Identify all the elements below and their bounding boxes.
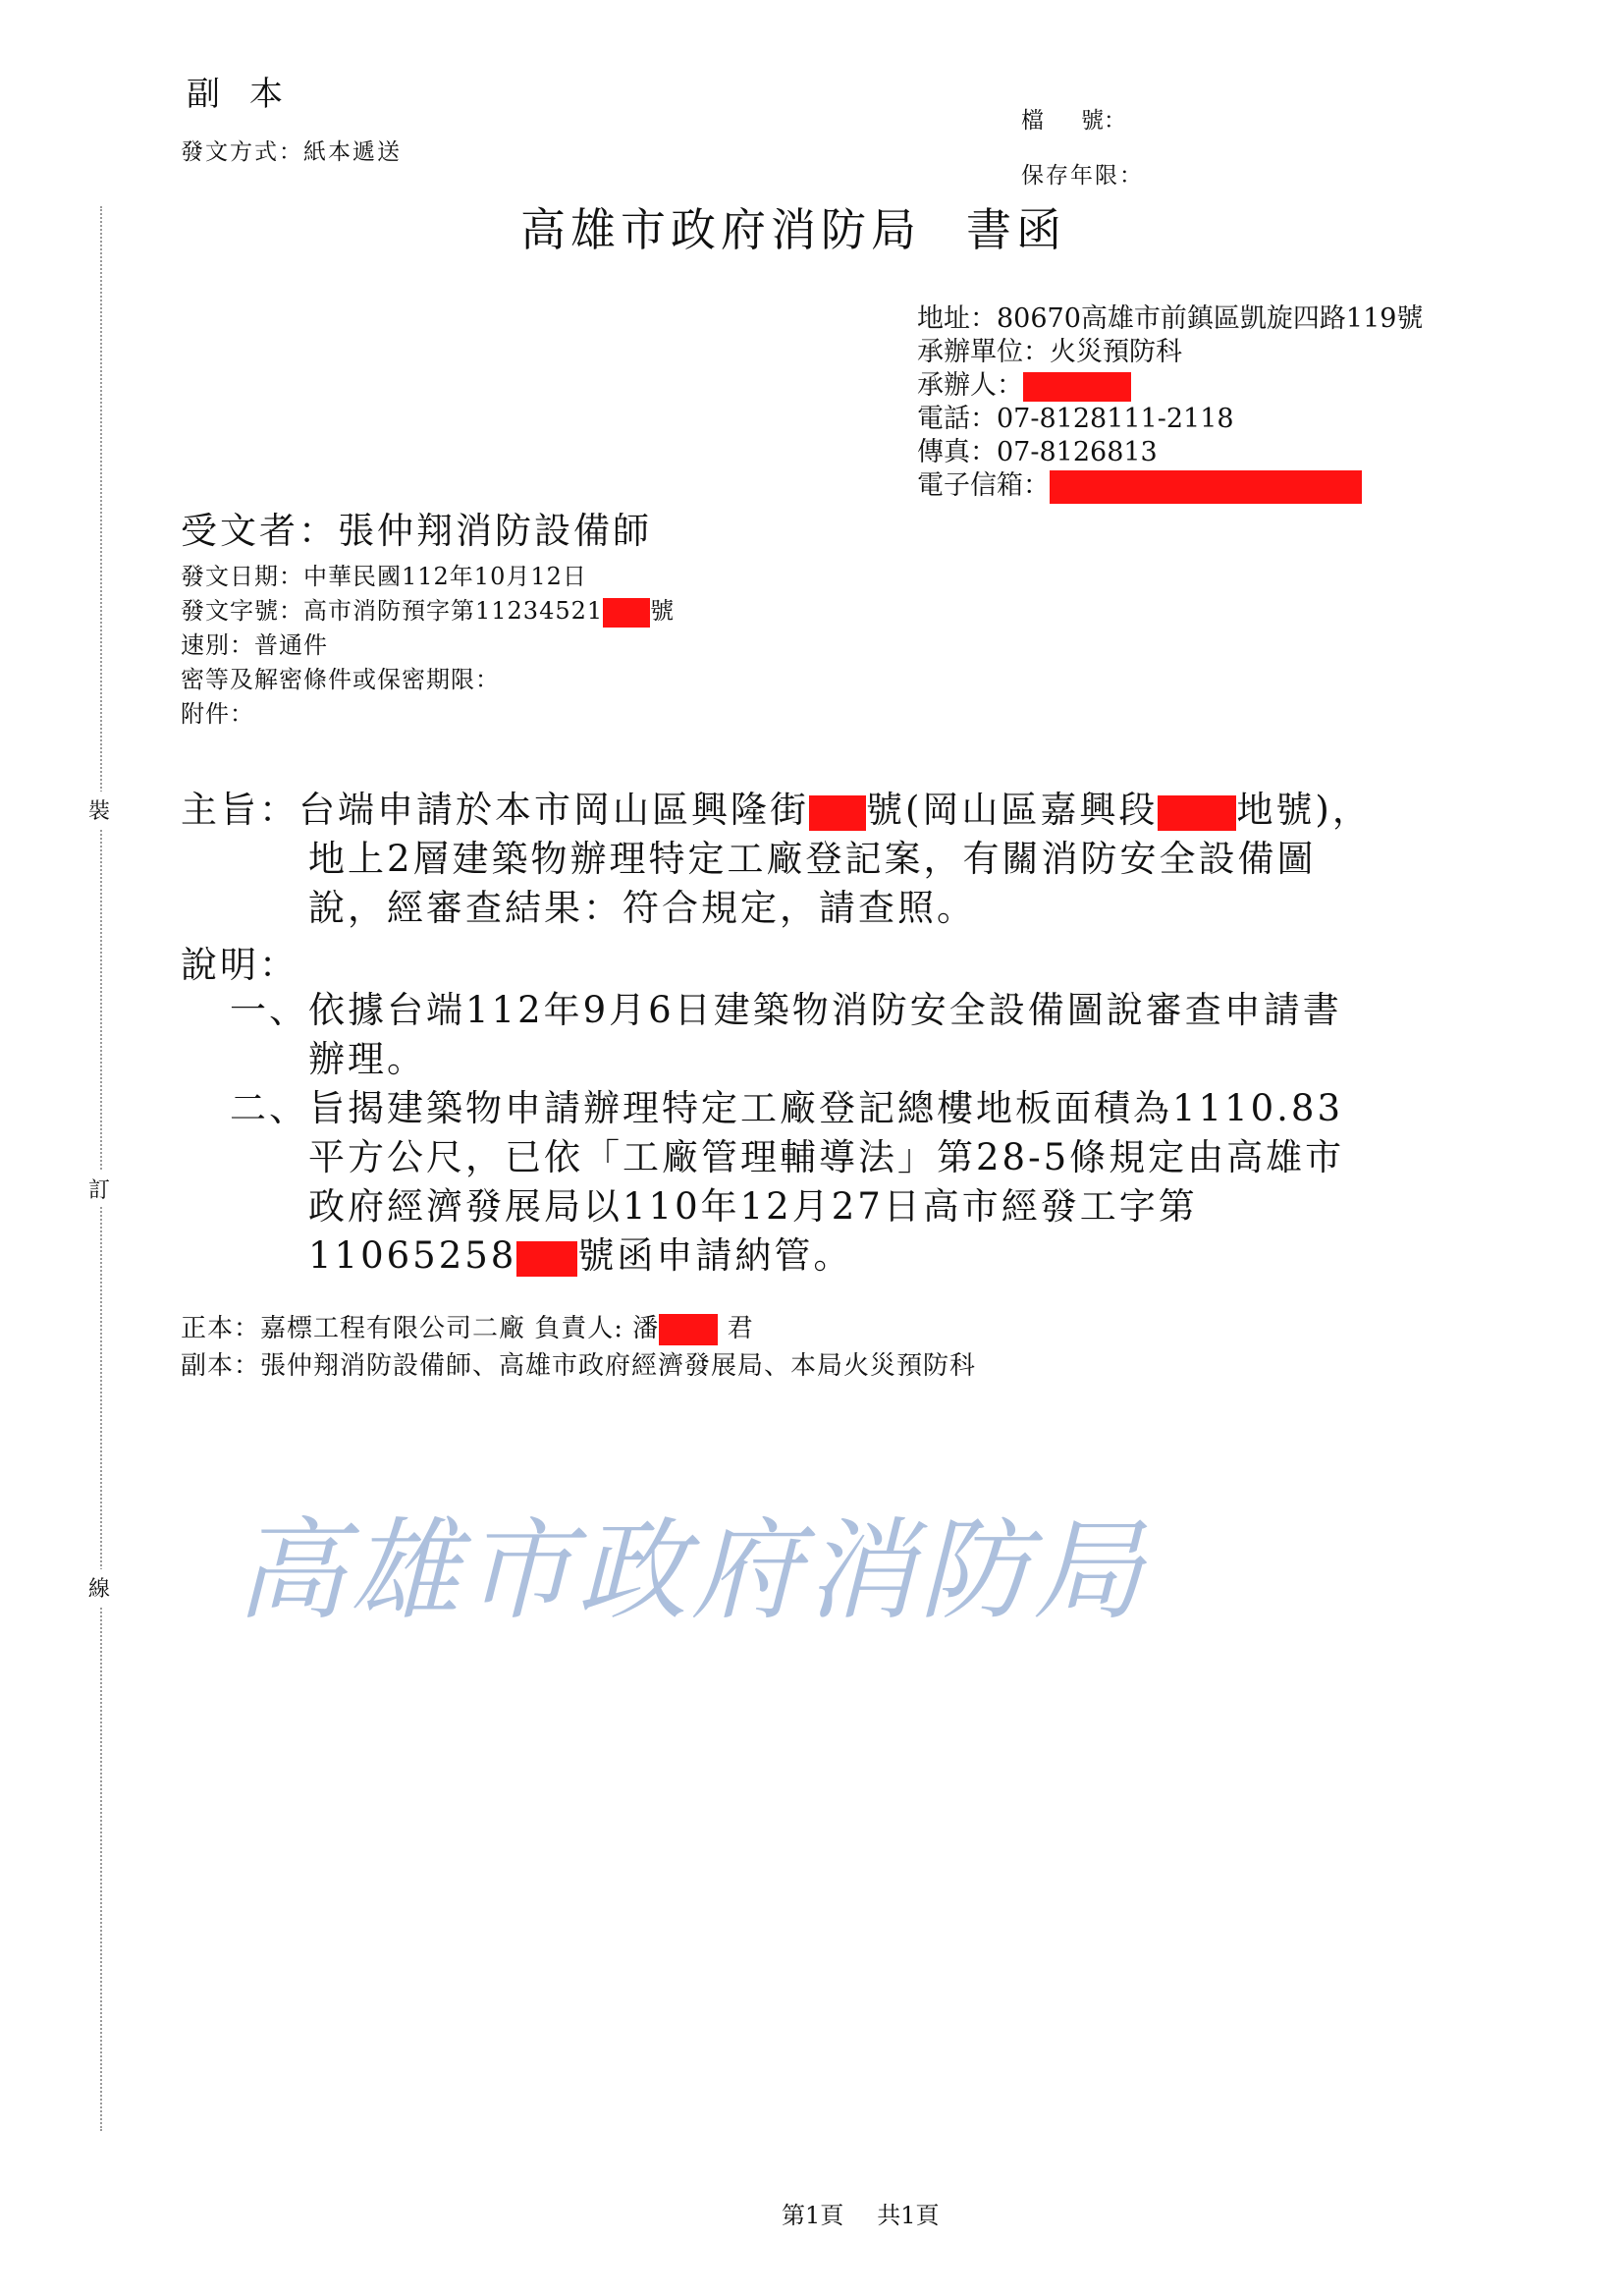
redaction-box [809,795,866,831]
binding-mark-ding: 訂 [88,1171,110,1207]
copy-mark: 副本 [187,75,312,114]
contact-fax: 傳真：07-8126813 [917,437,1158,467]
contact-handler-label: 承辦人： [917,370,1023,401]
attachments: 附件： [181,700,254,728]
item-number: 一、 [230,989,308,1031]
redaction-box [516,1241,577,1277]
item-text-continued: 政府經濟發展局以110年12月27日高市經發工字第 [308,1185,1198,1228]
document-type: 書函 [966,203,1066,256]
explanation-label: 說明： [181,944,298,986]
subject-section [181,786,1372,933]
page-total: 共1頁 [877,2202,940,2229]
original-recipient-text: 正本：嘉標工程有限公司二廠 負責人: 潘 [181,1314,660,1343]
redaction-box [1158,795,1236,831]
item-text-continued [181,1231,1344,1281]
item-text-continued: 平方公尺，已依「工廠管理輔導法」第28-5條規定由高雄市 [308,1136,1345,1178]
subject-line: 地上2層建築物辦理特定工廠登記案，有關消防安全設備圖 [308,838,1317,880]
page-footer [782,2196,940,2230]
document-number-suffix: 號 [650,597,676,625]
recipient: 受文者：張仲翔消防設備師 [181,510,652,552]
document-number-prefix: 發文字號：高市消防預字第11234521 [181,597,604,625]
item-number: 二、 [230,1087,308,1129]
contact-email-label: 電子信箱： [917,470,1050,501]
contact-address: 地址：80670高雄市前鎮區凱旋四路119號 [917,303,1424,334]
file-number-label-2: 號： [1081,108,1126,134]
file-number-field [1021,102,1126,135]
issue-date: 發文日期：中華民國112年10月12日 [181,563,587,590]
seal-text: 高雄市政府消防局 [236,1507,1147,1635]
retention-period-field: 保存年限： [1021,163,1144,189]
explanation-item [181,1084,1344,1133]
subject-text-b: 號(岡山區嘉興段 [866,789,1159,831]
agency-name: 高雄市政府消防局 [520,203,921,256]
contact-handler [917,369,1423,403]
binding-mark-xian: 線 [88,1569,110,1606]
document-title [520,194,1066,259]
send-method-value: 紙本遞送 [303,139,402,165]
security-level: 密等及解密條件或保密期限： [181,666,500,693]
delivery-speed: 速別：普通件 [181,631,328,659]
subject-text-c: 地號)， [1236,789,1372,831]
original-recipient-suffix: 君 [727,1314,754,1343]
redaction-box [603,598,650,628]
send-method-label: 發文方式： [181,139,303,165]
contact-unit: 承辦單位：火災預防科 [917,337,1182,367]
explanation-section [181,986,1344,1281]
copy-recipients: 副本：張仲翔消防設備師、高雄市政府經濟發展局、本局火災預防科 [181,1351,977,1381]
item-text: 依據台端112年9月6日建築物消防安全設備圖說審查申請書 [308,989,1342,1031]
document-number [181,594,675,629]
item-text-a: 11065258 [308,1234,517,1277]
contact-phone: 電話：07-8128111-2118 [917,404,1234,434]
item-text-b: 號函申請納管。 [577,1234,853,1277]
subject-line: 說，經審查結果：符合規定，請查照。 [308,887,976,929]
send-method [181,134,402,166]
explanation-item [181,986,1344,1035]
binding-line [100,206,102,2131]
contact-email [917,469,1423,503]
distribution-section [181,1310,976,1385]
item-text-continued: 辦理。 [308,1038,426,1080]
file-number-label-1: 檔 [1021,108,1081,134]
redaction-box [1023,372,1131,402]
document-meta [181,560,675,732]
item-text: 旨揭建築物申請辦理特定工廠登記總樓地板面積為1110.83 [308,1087,1344,1129]
agency-seal [236,1483,1147,1641]
original-recipient [181,1310,976,1347]
binding-mark-zhuang: 裝 [88,792,110,828]
subject-line [181,786,1372,835]
redaction-box [659,1314,718,1345]
subject-text-a: 主旨：台端申請於本市岡山區興隆街 [181,789,809,831]
page-number: 第1頁 [782,2202,844,2229]
contact-block [917,302,1423,503]
redaction-box [1050,470,1362,504]
